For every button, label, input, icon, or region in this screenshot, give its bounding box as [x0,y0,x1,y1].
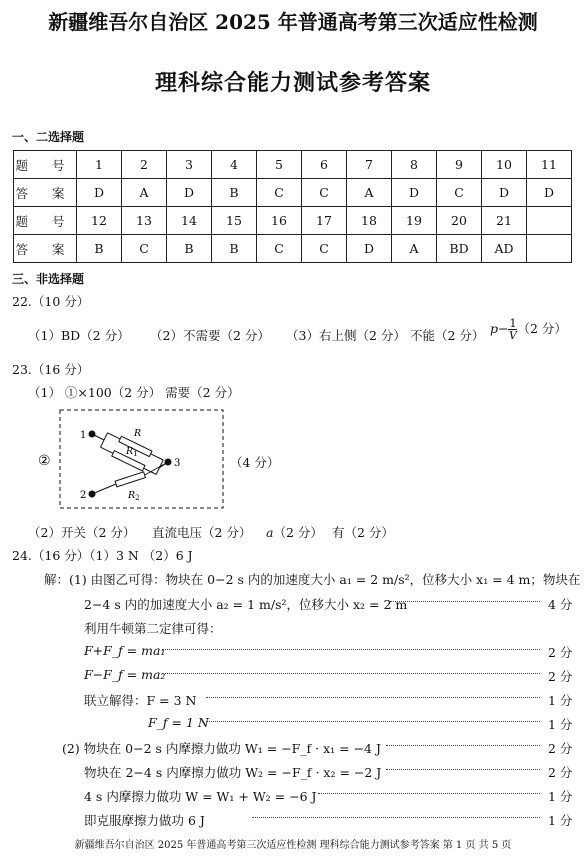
table-cell: 1 [77,151,122,179]
exam-title: 新疆维吾尔自治区 2025 年普通高考第三次适应性检测 [48,10,538,34]
q24-line11: 即克服摩擦力做功 6 J [84,813,205,828]
table-cell: 5 [257,151,302,179]
table-cell: 15 [212,207,257,235]
score-1: 1 分 [548,813,573,828]
section-heading-nonchoice: 三、非选择题 [12,272,85,286]
q24-line1: 解：(1) 由图乙可得：物块在 0−2 s 内的加速度大小 a₁ = 2 m/s²，位移大小 x₁ = 4 m；物块在 [44,572,581,587]
table-cell: B [212,179,257,207]
q23-heading: 23.（16 分） [12,362,90,377]
leader-dots [318,793,540,794]
table-cell: A [347,179,392,207]
q23-part3: 直流电压（2 分） [152,525,252,540]
section-heading-choice: 一、二选择题 [12,130,85,144]
table-cell: 11 [527,151,572,179]
table-cell: D [482,179,527,207]
table-cell: C [257,179,302,207]
table-cell: D [347,235,392,263]
label-r: R [134,428,142,439]
table-cell: 6 [302,151,347,179]
table-cell [527,235,572,263]
wire [92,484,116,494]
q24-line9: 物块在 2−4 s 内摩擦力做功 W₂ = −F_f · x₂ = −2 J [84,765,382,780]
table-cell: C [302,179,347,207]
q23-part4-var: a [266,525,274,540]
q24-line10: 4 s 内摩擦力做功 W = W₁ + W₂ = −6 J [84,789,317,804]
row-label-answer: 答 案 [14,235,77,263]
table-cell: 14 [167,207,212,235]
table-cell: 18 [347,207,392,235]
leader-dots [252,817,540,818]
q23-part2: （2）开关（2 分） [28,525,136,540]
q23-part5: 有（2 分） [332,525,394,540]
q24-line2: 2−4 s 内的加速度大小 a₂ = 1 m/s²，位移大小 x₂ = 2 m [84,597,408,612]
table-cell: AD [482,235,527,263]
score-2: 2 分 [548,741,573,756]
q23-part1: （1） ①×100（2 分） 需要（2 分） [28,385,240,400]
table-cell: D [167,179,212,207]
circuit-diagram [58,408,228,512]
page-footer: 新疆维吾尔自治区 2025 年普通高考第三次适应性检测 理科综合能力测试参考答案 第 1 页 共 5 页 [74,840,512,851]
q22-part2: （2）不需要（2 分） [150,328,270,343]
table-cell: 16 [257,207,302,235]
wire [108,433,121,439]
leader-dots [390,601,540,602]
q24-line3: 利用牛顿第二定律可得： [84,621,222,636]
table-cell: B [167,235,212,263]
label-terminal-1: 1 [80,430,87,441]
score-2: 2 分 [548,645,573,660]
table-cell: C [122,235,167,263]
q24-eq2: F−F_f = ma₂ [84,667,166,682]
q22-part4: 不能（2 分） [410,328,485,343]
leader-dots [206,697,540,698]
table-cell: B [77,235,122,263]
resistor-r2 [115,472,145,487]
table-cell: 3 [167,151,212,179]
table-cell: BD [437,235,482,263]
table-cell: C [302,235,347,263]
q22-heading: 22.（10 分） [12,294,90,309]
leader-dots [386,745,540,746]
table-cell: C [437,179,482,207]
table-cell: 12 [77,207,122,235]
document-title: 理科综合能力测试参考答案 [154,71,431,96]
q23-part4 [266,523,323,541]
table-cell: A [392,235,437,263]
q22-part1: （1）BD（2 分） [28,328,130,343]
table-cell: 19 [392,207,437,235]
label-terminal-3: 3 [174,458,181,469]
table-cell: 9 [437,151,482,179]
q24-solve-f: 联立解得：F = 3 N [84,693,197,708]
q24-line8: (2) 物块在 0−2 s 内摩擦力做功 W₁ = −F_f · x₁ = −4 J [62,741,381,756]
leader-dots [386,769,540,770]
table-cell: 2 [122,151,167,179]
q22-part3: （3）右上侧（2 分） [286,328,406,343]
leader-dots [162,673,540,674]
fraction-denominator: V [509,329,517,342]
table-cell: 13 [122,207,167,235]
table-cell: 10 [482,151,527,179]
q24-solve-ff: F_f = 1 N [148,715,209,730]
table-cell: 17 [302,207,347,235]
table-cell: D [392,179,437,207]
q22-formula-prefix: p− [490,321,509,336]
label-terminal-2: 2 [80,490,87,501]
q24-heading: 24.（16 分）（1）3 N （2）6 J [12,548,193,563]
row-label-question: 题 号 [14,207,77,235]
table-row [14,207,572,235]
fraction-numerator: 1 [509,317,517,330]
table-cell: D [77,179,122,207]
score-1: 1 分 [548,717,573,732]
table-row [14,235,572,263]
q23-part4-score: （2 分） [273,525,323,540]
table-cell: C [257,235,302,263]
wire [100,447,113,453]
leader-dots [206,721,540,722]
score-2: 2 分 [548,765,573,780]
table-cell: 20 [437,207,482,235]
table-cell: A [122,179,167,207]
table-cell: 8 [392,151,437,179]
wire [151,454,164,460]
row-label-question: 题 号 [14,151,77,179]
wire [100,433,107,447]
row-label-answer: 答 案 [14,179,77,207]
table-cell [527,207,572,235]
q22-part5-score: （2 分） [517,321,567,336]
label-r1: $R_1$ [126,446,138,458]
table-row [14,151,572,179]
table-row [14,179,572,207]
q22-part5 [490,318,567,341]
label-r2: $R_2$ [128,490,140,502]
q23-diagram-score: （4 分） [230,455,280,470]
circled-two: ② [38,453,51,469]
q24-eq1: F+F_f = ma₁ [84,643,166,658]
table-cell: B [212,235,257,263]
score-4: 4 分 [548,597,573,612]
score-1: 1 分 [548,789,573,804]
leader-dots [162,649,540,650]
resistor-r2-group [115,472,145,487]
table-cell: D [527,179,572,207]
table-cell: 7 [347,151,392,179]
answer-table [13,150,572,263]
score-2: 2 分 [548,669,573,684]
table-cell: 21 [482,207,527,235]
table-cell: 4 [212,151,257,179]
score-1: 1 分 [548,693,573,708]
